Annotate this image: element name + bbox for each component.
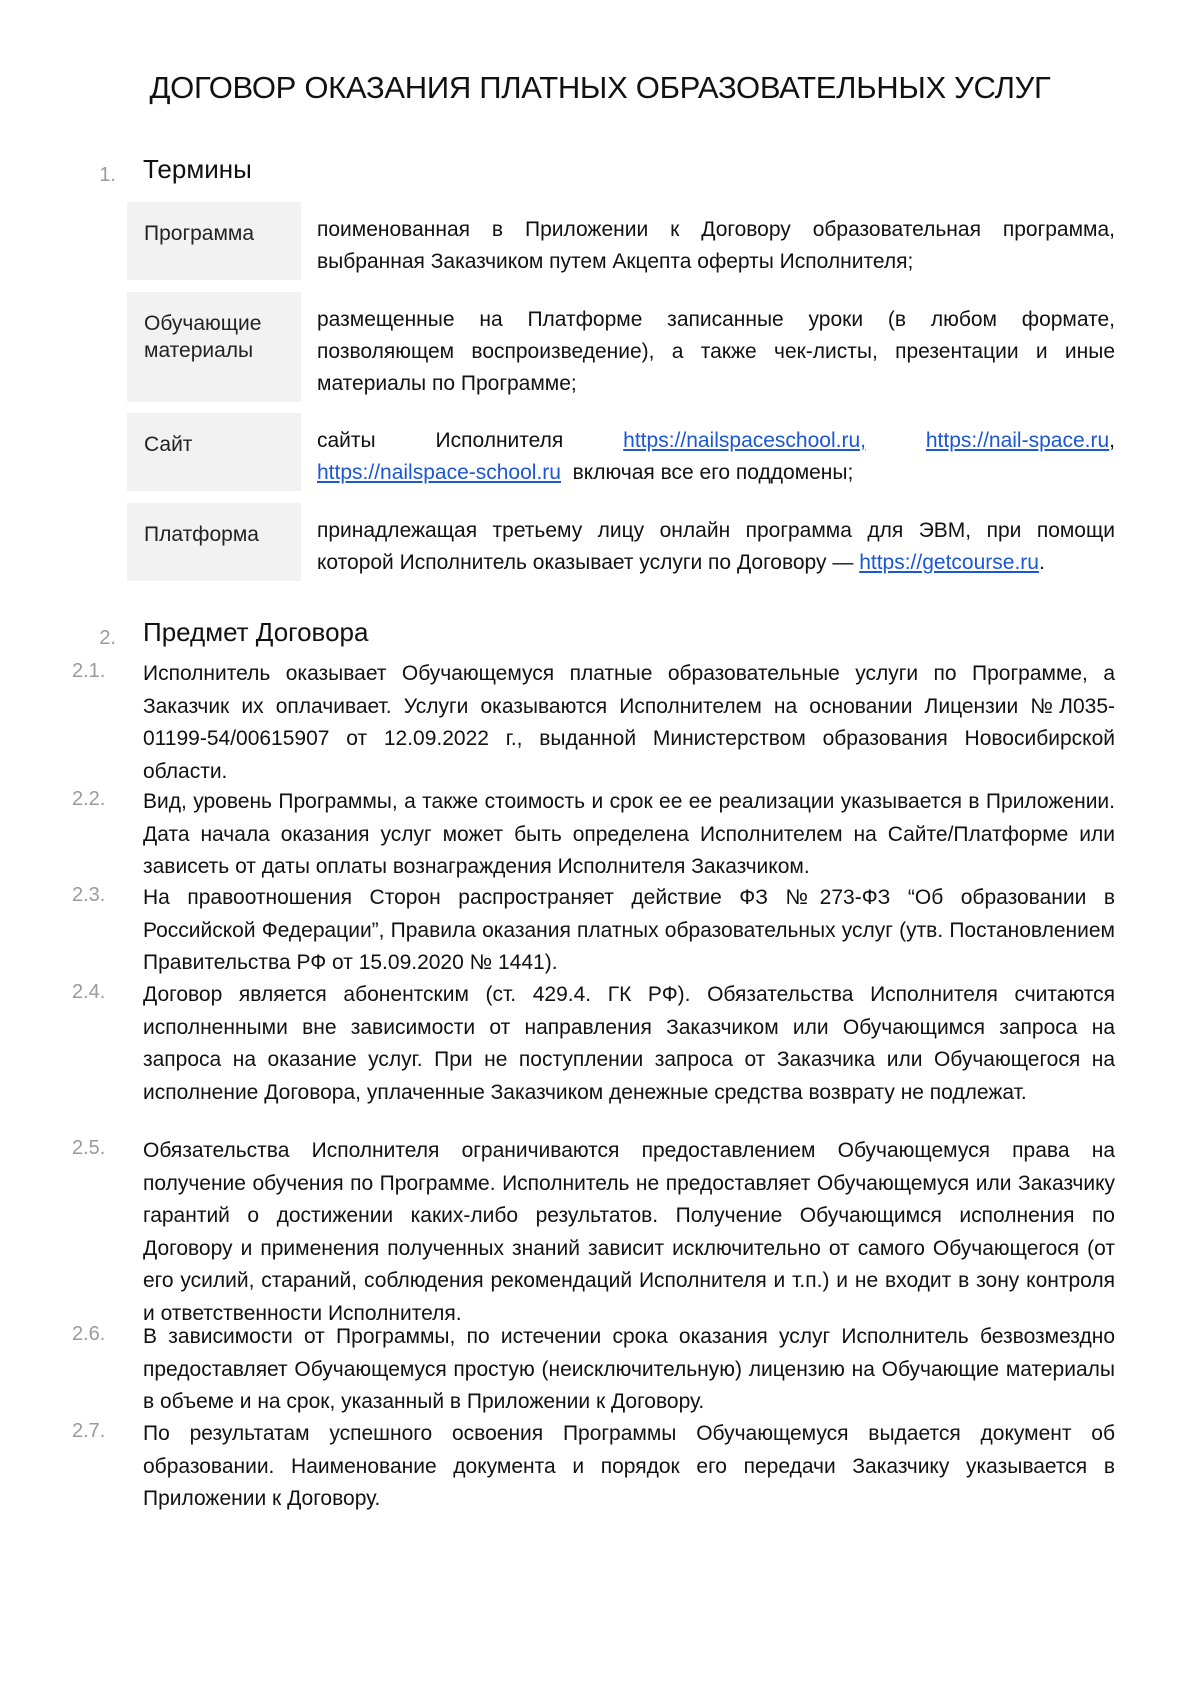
clause-number: 2.5. — [72, 1137, 106, 1159]
term-label: Сайт — [127, 413, 301, 491]
platform-definition-prefix: принадлежащая третьему лицу онлайн программа для ЭВМ, при помощи которой Исполнитель оказывает услуги по Договору — — [317, 519, 1115, 574]
term-definition: поименованная в Приложении к Договору образовательная программа, выбранная Заказчиком путем Акцепта оферты Исполнителя; — [317, 218, 1115, 273]
term-definition: размещенные на Платформе записанные уроки (в любом формате, позволяющем воспроизведение), а также чек-листы, презентации и иные материалы по Программе; — [317, 308, 1115, 395]
section-number: 2. — [99, 627, 116, 649]
clause-text: Исполнитель оказывает Обучающемуся платные образовательные услуги по Программе, а Заказчик их оплачивает. Услуги оказываются Исполнителем на основании Лицензии №Л035-01199-54/00615907 от 12.09.2022 г., выданной Министерством образования Новосибирской области. — [143, 662, 1115, 783]
platform-definition-suffix: . — [1038, 551, 1045, 574]
section-terms-heading — [0, 154, 1200, 194]
clause-text: Договор является абонентским (ст. 429.4. ГК РФ). Обязательства Исполнителя считаются исполненными вне зависимости от направления Заказчиком или Обучающимся запроса на запроса на оказание услуг. При не поступлении запроса от Заказчика или Обучающегося на исполнение Договора, уплаченные Заказчиком денежные средства возврату не подлежат. — [143, 983, 1115, 1104]
site-definition-suffix: включая все его поддомены; — [572, 461, 854, 484]
clause-number: 2.6. — [72, 1323, 106, 1345]
site-definition-prefix-word1: сайты — [317, 429, 376, 452]
term-definition — [317, 515, 1115, 579]
clause-number: 2.3. — [72, 884, 106, 906]
section-number: 1. — [99, 164, 116, 186]
site-definition-prefix-word2: Исполнителя — [435, 429, 564, 452]
link-separator: , — [1109, 429, 1115, 452]
site-link-1[interactable]: https://nailspaceschool.ru, — [623, 429, 866, 452]
term-row-learning-materials — [127, 292, 1117, 402]
clause-text: В зависимости от Программы, по истечении срока оказания услуг Исполнитель безвозмездно предоставляет Обучающемуся простую (неисключительную) лицензию на Обучающие материалы в объеме и на срок, указанный в Приложении к Договору. — [143, 1325, 1115, 1413]
term-label: Обучающие материалы — [127, 292, 301, 402]
document-title: ДОГОВОР ОКАЗАНИЯ ПЛАТНЫХ ОБРАЗОВАТЕЛЬНЫХ УСЛУГ — [149, 70, 1051, 105]
term-label: Программа — [127, 202, 301, 280]
clause-number: 2.4. — [72, 981, 106, 1003]
clause-text: Обязательства Исполнителя ограничиваются предоставлением Обучающемуся права на получение обучения по Программе. Исполнитель не предоставляет Обучающемуся или Заказчику гарантий о достижении каких-либо результатов. Получение Обучающимся исполнения по Договору и применения полученных знаний зависит исключительно от самого Обучающегося (от его усилий, стараний, соблюдения рекомендаций Исполнителя и т.п.) и не входит в зону контроля и ответственности Исполнителя. — [143, 1139, 1115, 1325]
clause-number: 2.7. — [72, 1420, 106, 1442]
term-definition — [317, 425, 1115, 489]
clause-text: По результатам успешного освоения Программы Обучающемуся выдается документ об образовании. Наименование документа и порядок его передачи Заказчику указывается в Приложении к Договору. — [143, 1422, 1115, 1510]
clause-number: 2.1. — [72, 660, 106, 682]
site-link-3[interactable]: https://nailspace-school.ru — [317, 461, 561, 484]
term-row-platform — [127, 503, 1117, 581]
term-row-program — [127, 202, 1117, 280]
site-link-2[interactable]: https://nail-space.ru — [925, 429, 1110, 452]
section-title: Термины — [143, 154, 252, 184]
term-row-site — [127, 413, 1117, 491]
clause-text: Вид, уровень Программы, а также стоимость и срок ее ее реализации указывается в Приложении. Дата начала оказания услуг может быть определена Исполнителем на Сайте/Платформе или зависеть от даты оплаты вознаграждения Исполнителя Заказчиком. — [143, 790, 1115, 878]
term-label: Платформа — [127, 503, 301, 581]
section-subject-heading — [0, 617, 1200, 657]
clause-text: На правоотношения Сторон распространяет действие ФЗ №273-ФЗ “Об образовании в Российской Федерации”, Правила оказания платных образовательных услуг (утв. Постановлением Правительства РФ от 15.09.2020 № 1441). — [143, 886, 1115, 974]
platform-link[interactable]: https://getcourse.ru — [859, 551, 1039, 574]
section-title: Предмет Договора — [143, 617, 369, 647]
clause-number: 2.2. — [72, 788, 106, 810]
